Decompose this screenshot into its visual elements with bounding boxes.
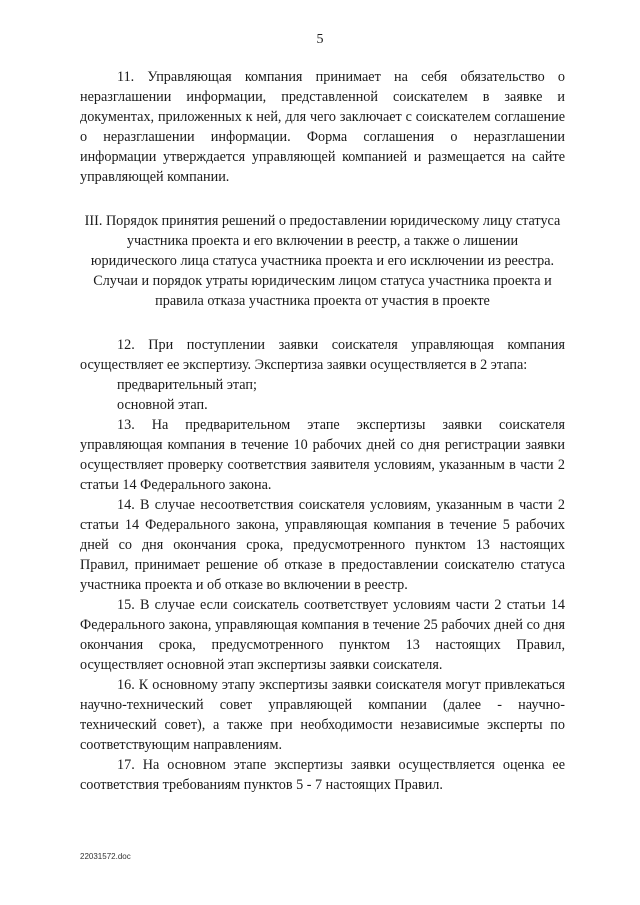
paragraph-15: 15. В случае если соискатель соответствует условиям части 2 статьи 14 Федерального закона, управляющая компания в течение 25 рабочих дней со дня окончания срока, предусмотренного пунктом 13 настоящих Правил, осуществляет основной этап экспертизы заявки соискателя. <box>80 597 565 673</box>
footer-file-code: 22031572.doc <box>80 852 131 861</box>
paragraph-17: 17. На основном этапе экспертизы заявки осуществляется оценка ее соответствия требованиям пунктов 5 - 7 настоящих Правил. <box>80 757 565 793</box>
paragraph-14: 14. В случае несоответствия соискателя условиям, указанным в части 2 статьи 14 Федерального закона, управляющая компания в течение 5 рабочих дней со дня окончания срока, предусмотренного пунктом 13 настоящих Правил, принимает решение об отказе в предоставлении соискателю статуса участника проекта и об отказе во включении в реестр. <box>80 497 565 593</box>
paragraph-11: 11. Управляющая компания принимает на себя обязательство о неразглашении информации, представленной соискателем в заявке и документах, приложенных к ней, для чего заключает с соискателем соглашение о неразглашении информации. Форма соглашения о неразглашении информации утверждается управляющей компанией и размещается на сайте управляющей компании. <box>80 69 565 185</box>
section-heading: III. Порядок принятия решений о предоставлении юридическому лицу статуса участника проекта и его включении в реестр, а также о лишении юридического лица статуса участника проекта и его исключении из реестра. Случаи и порядок утраты юридическим лицом статуса участника проекта и правила отказа участника проекта от участия в проекте <box>84 213 561 309</box>
document-body <box>80 67 565 795</box>
paragraph-12: 12. При поступлении заявки соискателя управляющая компания осуществляет ее экспертизу. Экспертиза заявки осуществляется в 2 этапа: <box>80 337 565 373</box>
paragraph-stage-preliminary: предварительный этап; <box>117 377 257 393</box>
paragraph-16: 16. К основному этапу экспертизы заявки соискателя могут привлекаться научно-технический совет управляющей компании (далее - научно-технический совет), а также при необходимости независимые эксперты по соответствующим направлениям. <box>80 677 565 753</box>
page-number: 5 <box>316 32 324 47</box>
paragraph-stage-main: основной этап. <box>117 397 208 413</box>
paragraph-13: 13. На предварительном этапе экспертизы заявки соискателя управляющая компания в течение 10 рабочих дней со дня регистрации заявки осуществляет проверку соответствия заявителя условиям, указанным в части 2 статьи 14 Федерального закона. <box>80 417 565 493</box>
